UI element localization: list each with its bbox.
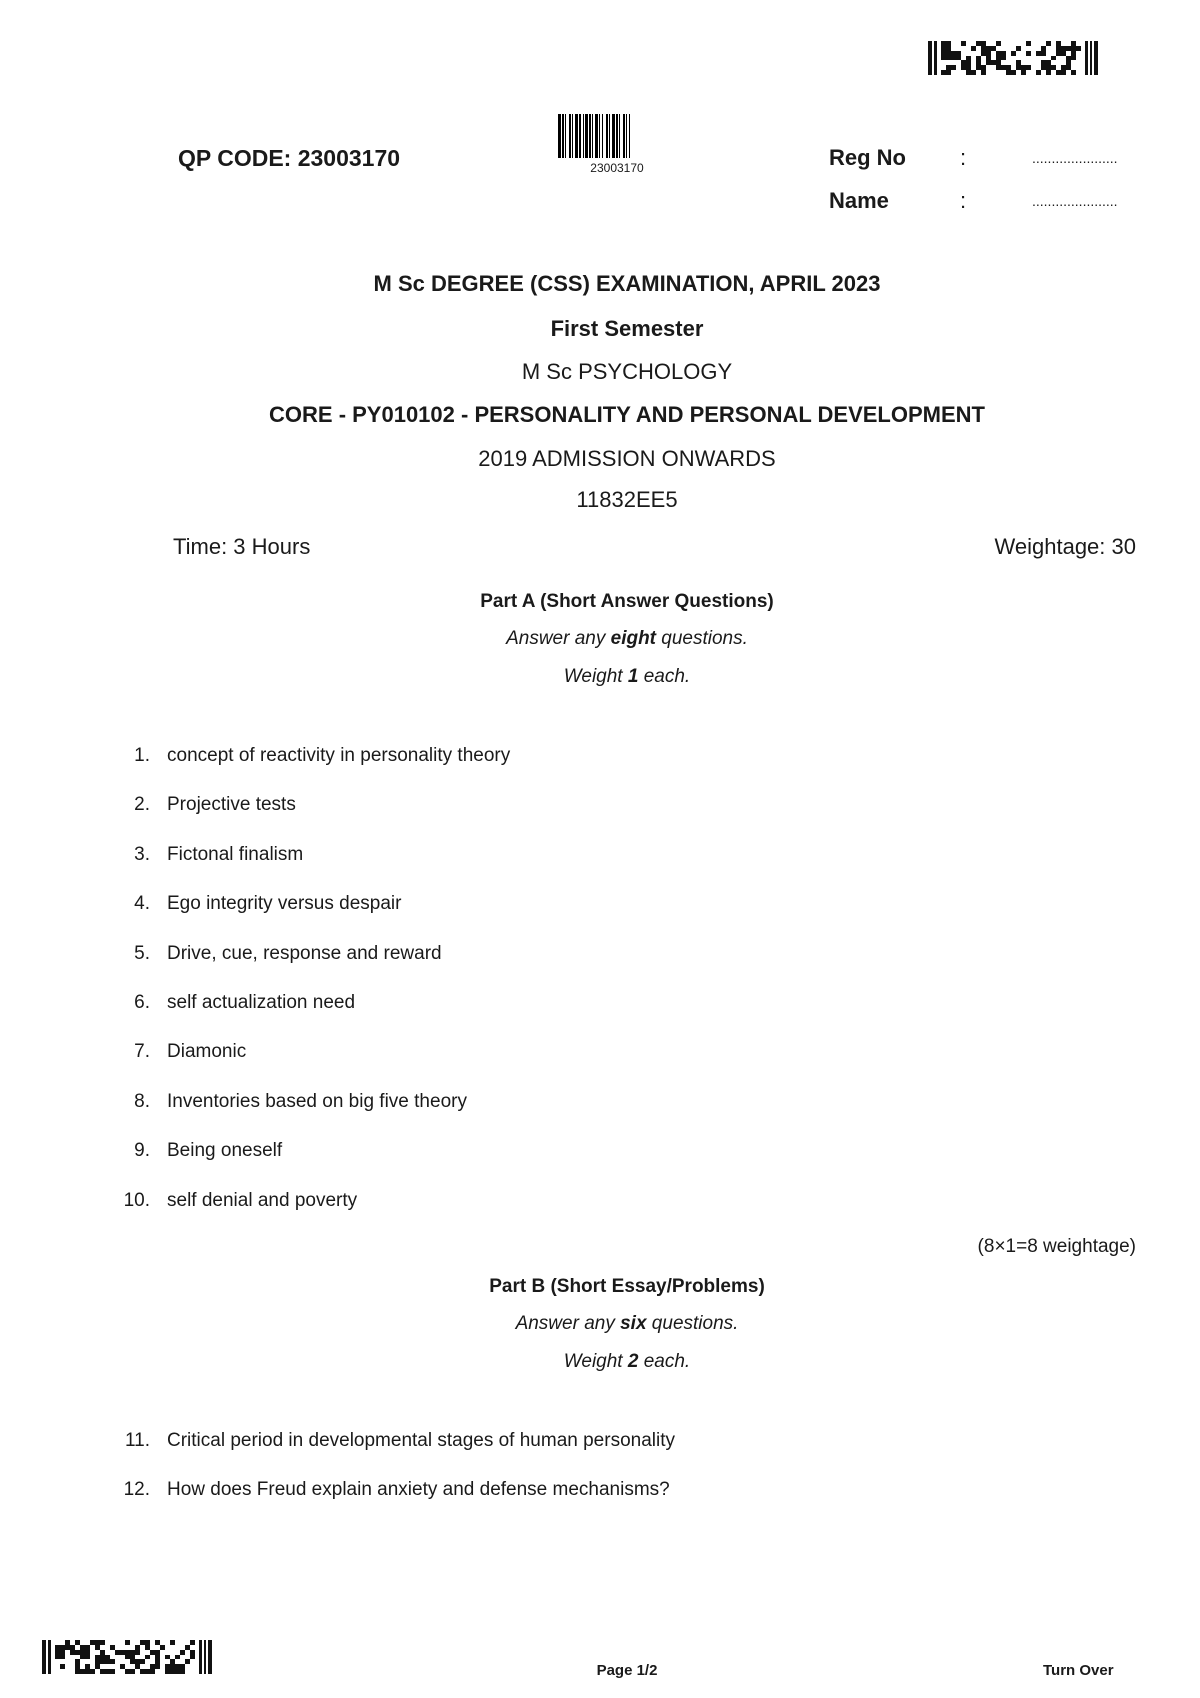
part-a-question-5 bbox=[0, 943, 1100, 969]
admission: 2019 ADMISSION ONWARDS bbox=[478, 446, 776, 471]
question-text: Ego integrity versus despair bbox=[167, 893, 402, 915]
page-number: Page 1/2 bbox=[596, 1662, 658, 1679]
question-number: 7. bbox=[134, 1041, 150, 1063]
part-a-title: Part A (Short Answer Questions) bbox=[480, 591, 774, 612]
question-number: 9. bbox=[134, 1140, 150, 1162]
exam-title: M Sc DEGREE (CSS) EXAMINATION, APRIL 2023 bbox=[373, 271, 881, 296]
question-number: 2. bbox=[134, 794, 150, 816]
question-number: 8. bbox=[134, 1090, 150, 1112]
top-2d-barcode bbox=[928, 41, 1098, 75]
part-a-question-8 bbox=[0, 1091, 1100, 1117]
part-b-question-1 bbox=[0, 1430, 1100, 1456]
reg-no-colon: : bbox=[960, 145, 967, 170]
question-number: 4. bbox=[134, 893, 150, 915]
part-b-weight: Weight 2 each. bbox=[563, 1351, 691, 1372]
part-b-title: Part B (Short Essay/Problems) bbox=[489, 1276, 765, 1297]
part-b-instruction: Answer any six questions. bbox=[515, 1313, 739, 1334]
part-a-question-7 bbox=[0, 1041, 1100, 1067]
part-a-question-2 bbox=[0, 794, 1100, 820]
question-text: Projective tests bbox=[167, 794, 296, 816]
programme: M Sc PSYCHOLOGY bbox=[521, 359, 733, 384]
question-number: 11. bbox=[124, 1430, 150, 1451]
question-number: 3. bbox=[134, 843, 150, 865]
qp-barcode bbox=[558, 114, 676, 158]
part-a-weight: Weight 1 each. bbox=[563, 666, 691, 687]
total-weightage: Weightage: 30 bbox=[994, 534, 1136, 559]
part-a-question-9 bbox=[0, 1140, 1100, 1166]
exam-time: Time: 3 Hours bbox=[173, 534, 311, 559]
part-a-instruction: Answer any eight questions. bbox=[506, 628, 748, 649]
part-a-question-6 bbox=[0, 992, 1100, 1018]
question-text: Inventories based on big five theory bbox=[167, 1090, 467, 1112]
question-text: Diamonic bbox=[167, 1041, 247, 1063]
course-title: CORE - PY010102 - PERSONALITY AND PERSONAL DEVELOPMENT bbox=[269, 402, 985, 427]
barcode-number: 23003170 bbox=[590, 161, 644, 175]
reg-no-field[interactable]: ...................... bbox=[1032, 150, 1118, 166]
question-text: concept of reactivity in personality theory bbox=[167, 745, 511, 766]
name-colon: : bbox=[960, 188, 967, 213]
part-b-question-2 bbox=[0, 1479, 1100, 1505]
qp-code: QP CODE: 23003170 bbox=[178, 145, 401, 171]
part-a-question-4 bbox=[0, 893, 1100, 919]
part-a-question-3 bbox=[0, 844, 1100, 870]
part-a-weightage: (8×1=8 weightage) bbox=[977, 1236, 1136, 1257]
question-text: Drive, cue, response and reward bbox=[167, 942, 442, 964]
question-text: Critical period in developmental stages of human personality bbox=[167, 1430, 675, 1451]
part-a-question-10 bbox=[0, 1190, 1100, 1216]
question-number: 12. bbox=[123, 1479, 150, 1500]
semester: First Semester bbox=[550, 316, 704, 341]
question-number: 10. bbox=[123, 1189, 150, 1211]
paper-code: 11832EE5 bbox=[576, 487, 678, 512]
question-number: 1. bbox=[134, 745, 150, 766]
question-text: How does Freud explain anxiety and defense mechanisms? bbox=[167, 1479, 670, 1500]
question-number: 6. bbox=[134, 992, 150, 1013]
part-a-question-1 bbox=[0, 745, 1100, 771]
name-field[interactable]: ...................... bbox=[1032, 193, 1118, 209]
turn-over: Turn Over bbox=[1043, 1662, 1114, 1679]
reg-no-label: Reg No bbox=[829, 145, 906, 170]
question-text: self denial and poverty bbox=[167, 1189, 358, 1211]
question-text: Fictonal finalism bbox=[167, 843, 304, 865]
name-label: Name bbox=[829, 188, 889, 213]
question-text: Being oneself bbox=[167, 1140, 283, 1162]
question-text: self actualization need bbox=[167, 992, 356, 1013]
question-number: 5. bbox=[134, 942, 150, 964]
